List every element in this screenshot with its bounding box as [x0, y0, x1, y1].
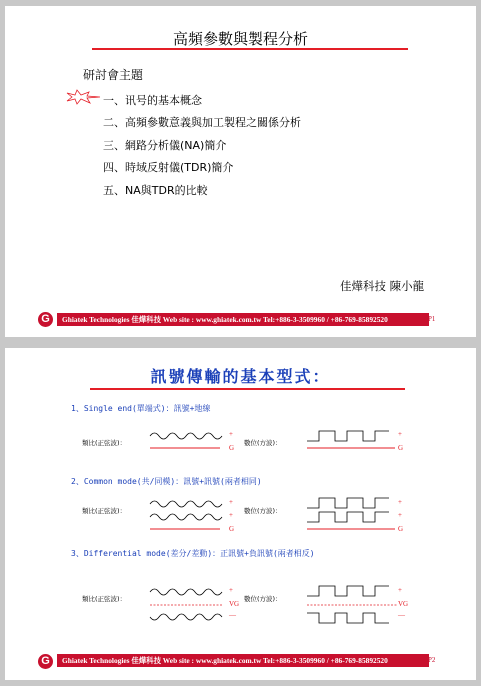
virtual-ground-label: VG [398, 600, 409, 608]
digital-label: 數位(方波)： [244, 595, 282, 603]
author: 佳燁科技 陳小龍 [340, 279, 425, 293]
slide-title: 訊號傳輸的基本型式： [150, 367, 331, 386]
section-single-end: 1、Single end(單端式)：訊號+地線 [71, 404, 211, 413]
digital-label: 數位(方波)： [244, 439, 282, 447]
minus-sign: — [229, 611, 236, 619]
section-common-mode: 2、Common mode(共/同模)：訊號+訊號(兩者相同) [71, 477, 262, 486]
plus-sign: + [229, 511, 233, 519]
section-differential-mode: 3、Differential mode(差分/差動)：正訊號+負訊號(兩者相反) [71, 549, 315, 558]
differential-sine-icon [150, 586, 225, 624]
ghiatek-logo-icon: G [38, 312, 53, 327]
plus-sign: + [398, 498, 402, 506]
slide-title: 高頻參數與製程分析 [172, 30, 308, 48]
analog-label: 類比(正弦波)： [82, 507, 127, 515]
footer-bar: Ghiatek Technologies 佳燁科技 Web site : www.ghiatek.com.tw Tel:+886-3-3509960 / +86-769-85892520 [57, 654, 429, 667]
sine-wave-icon [150, 430, 225, 450]
footer-bar: Ghiatek Technologies 佳燁科技 Web site : www.ghiatek.com.tw Tel:+886-3-3509960 / +86-769-85892520 [57, 313, 429, 326]
plus-sign: + [398, 511, 402, 519]
differential-square-icon [307, 584, 397, 628]
plus-sign: + [229, 430, 233, 438]
page-number: P1 [428, 315, 436, 323]
topic-item-1: 一、讯号的基本概念 [103, 94, 202, 107]
plus-sign: + [398, 430, 402, 438]
plus-sign: + [229, 586, 233, 594]
topic-item-3: 三、網路分析儀(NA)簡介 [103, 139, 227, 152]
virtual-ground-label: VG [229, 600, 240, 608]
title-underline [90, 388, 405, 390]
digital-label: 數位(方波)： [244, 507, 282, 515]
analog-label: 類比(正弦波)： [82, 595, 127, 603]
ghiatek-logo-icon: G [38, 654, 53, 669]
title-underline [92, 48, 408, 50]
plus-sign: + [229, 498, 233, 506]
topic-item-2: 二、高頻參數意義與加工製程之關係分析 [103, 116, 301, 129]
ground-label: G [229, 525, 235, 533]
topic-item-5: 五、NA與TDR的比較 [103, 184, 208, 197]
ground-label: G [398, 444, 404, 452]
minus-sign: — [398, 611, 405, 619]
page-number: P2 [428, 656, 436, 664]
seminar-topic-heading: 研討會主題 [83, 68, 144, 82]
slide-1 [5, 6, 476, 337]
sine-wave-pair-icon [150, 498, 225, 533]
square-wave-icon [307, 429, 397, 449]
plus-sign: + [398, 586, 402, 594]
slide-2 [5, 348, 476, 680]
topic-item-4: 四、時域反射儀(TDR)簡介 [103, 161, 234, 174]
star-burst-icon [67, 90, 101, 104]
square-wave-pair-icon [307, 496, 397, 534]
ground-label: G [398, 525, 404, 533]
analog-label: 類比(正弦波)： [82, 439, 127, 447]
ground-label: G [229, 444, 235, 452]
